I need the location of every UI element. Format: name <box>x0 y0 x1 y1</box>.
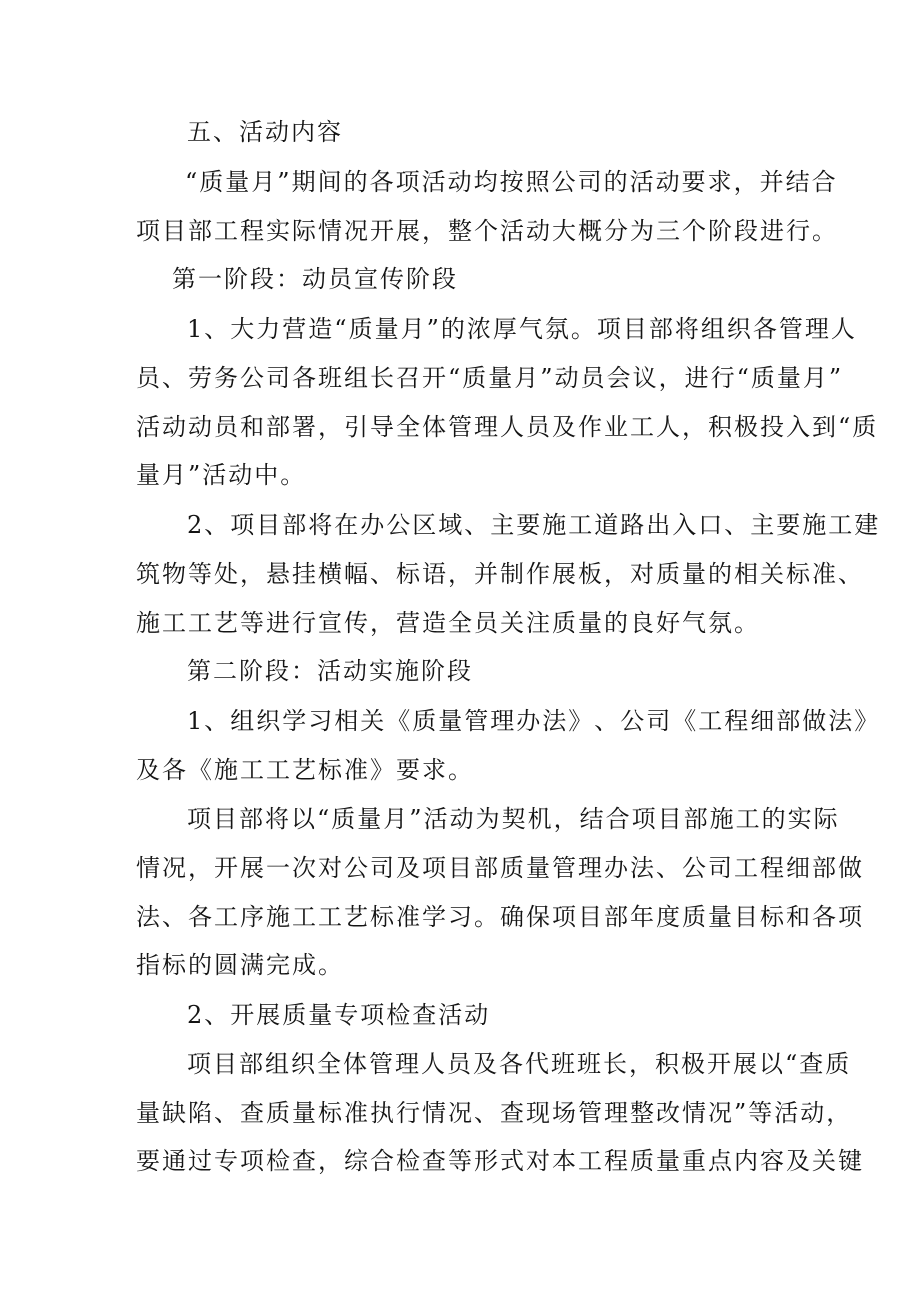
paragraph-line: 量月”活动中。 <box>136 461 307 489</box>
paragraph-line: 项 目 部 组 织 全 体 管 理 人 员 及 各 代 班 班 长 ， 积 极 开 展 以 “ 查 质 <box>187 1050 852 1078</box>
paragraph-line: 1 、 大 力 营 造 “ 质 量 月 ” 的 浓 厚 气 氛 。 项 目 部 将 组 织 各 管 理 人 <box>187 315 857 343</box>
stage-heading: 第一阶段：动员宣传阶段 <box>172 265 458 293</box>
paragraph-line: 及各《施工工艺标准》要求。 <box>136 756 474 784</box>
section-heading: 五、活动内容 <box>187 118 343 146</box>
paragraph-line: 情 况 ， 开 展 一 次 对 公 司 及 项 目 部 质 量 管 理 办 法 、 公 司 工 程 细 部 做 <box>136 854 864 882</box>
paragraph-line: 施工工艺等进行宣传，营造全员关注质量的良好气氛。 <box>136 609 760 637</box>
paragraph-line: 员 、 劳 务 公 司 各 班 组 长 召 开 “ 质 量 月 ” 动 员 会 议 ， 进 行 “ 质 量 月 ” <box>136 364 844 392</box>
paragraph-line: 2 、 项 目 部 将 在 办 公 区 域 、 主 要 施 工 道 路 出 入 口 、 主 要 施 工 建 <box>187 511 881 539</box>
paragraph-line: 筑 物 等 处 ， 悬 挂 横 幅 、 标 语 ， 并 制 作 展 板 ， 对 质 量 的 相 关 标 准 、 <box>136 560 864 588</box>
paragraph-line: 活 动 动 员 和 部 署 ， 引 导 全 体 管 理 人 员 及 作 业 工 人 ， 积 极 投 入 到 “ 质 <box>136 413 879 441</box>
paragraph-line: 指标的圆满完成。 <box>136 951 344 979</box>
paragraph-line: 要 通 过 专 项 检 查 ， 综 合 检 查 等 形 式 对 本 工 程 质 量 重 点 内 容 及 关 键 <box>136 1147 864 1175</box>
item-heading: 2、开展质量专项检查活动 <box>187 1001 491 1029</box>
paragraph-line: 项 目 部 工 程 实 际 情 况 开 展 ， 整 个 活 动 大 概 分 为 三 个 阶 段 进 行 。 <box>136 217 838 245</box>
paragraph-line: 项 目 部 将 以 “ 质 量 月 ” 活 动 为 契 机 ， 结 合 项 目 部 施 工 的 实 际 <box>187 805 840 833</box>
paragraph-line: 1 、 组 织 学 习 相 关 《 质 量 管 理 办 法 》 、 公 司 《 工 程 细 部 做 法 》 <box>187 707 881 735</box>
paragraph-line: 法 、 各 工 序 施 工 工 艺 标 准 学 习 。 确 保 项 目 部 年 度 质 量 目 标 和 各 项 <box>136 903 864 931</box>
paragraph-line: 量 缺 陷 、 查 质 量 标 准 执 行 情 况 、 查 现 场 管 理 整 改 情 况 ” 等 活 动 ， <box>136 1099 853 1127</box>
paragraph-line: “ 质 量 月 ” 期 间 的 各 项 活 动 均 按 照 公 司 的 活 动 要 求 ， 并 结 合 <box>185 168 838 196</box>
stage-heading: 第二阶段：活动实施阶段 <box>187 657 473 685</box>
